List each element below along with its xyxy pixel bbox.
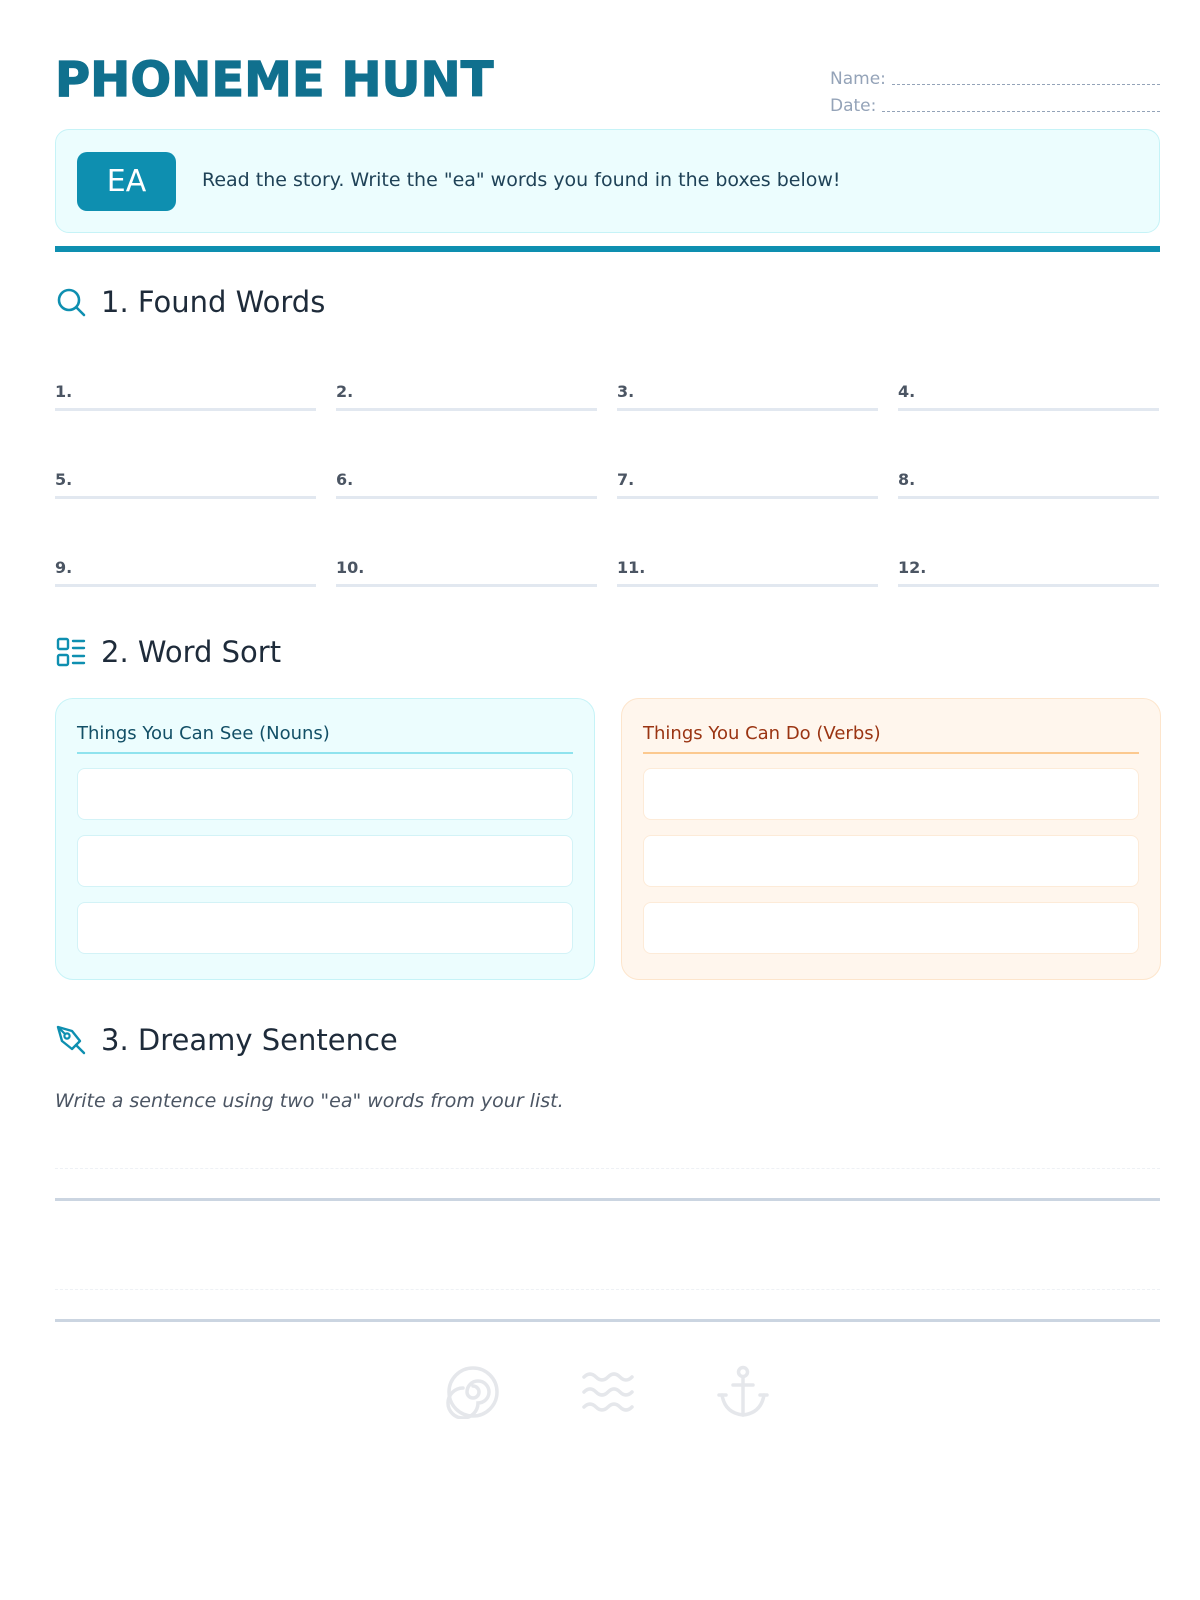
name-field[interactable] <box>892 67 1160 85</box>
waves-icon <box>581 1365 635 1419</box>
noun-answer-field[interactable] <box>77 835 573 887</box>
header-divider <box>55 246 1160 252</box>
word-slot[interactable] <box>55 458 316 499</box>
word-slot[interactable] <box>617 458 878 499</box>
slot-number: 8. <box>898 470 916 489</box>
verb-answer-field[interactable] <box>643 768 1139 820</box>
date-field[interactable] <box>882 94 1160 112</box>
sentence-heading <box>55 1023 398 1057</box>
found-words-title: 1. Found Words <box>101 285 326 319</box>
slot-number: 12. <box>898 558 927 577</box>
sentence-title: 3. Dreamy Sentence <box>101 1023 398 1057</box>
writing-guide-dotted <box>55 1168 1160 1169</box>
page-title: PHONEME HUNT <box>55 52 494 108</box>
noun-answer-field[interactable] <box>77 768 573 820</box>
slot-number: 3. <box>617 382 635 401</box>
verbs-title: Things You Can Do (Verbs) <box>643 723 1139 754</box>
search-icon <box>55 286 87 318</box>
word-slot[interactable] <box>336 458 597 499</box>
instruction-banner <box>55 129 1160 233</box>
slot-number: 9. <box>55 558 73 577</box>
word-slot[interactable] <box>336 370 597 411</box>
word-sort-title: 2. Word Sort <box>101 635 282 669</box>
date-row <box>830 89 1160 116</box>
sentence-prompt: Write a sentence using two "ea" words from your list. <box>55 1090 564 1112</box>
list-icon <box>55 636 87 668</box>
name-row <box>830 62 1160 89</box>
slot-number: 4. <box>898 382 916 401</box>
verb-answer-field[interactable] <box>643 902 1139 954</box>
word-slot[interactable] <box>617 546 878 587</box>
word-sort-heading <box>55 635 281 669</box>
writing-line[interactable] <box>55 1319 1160 1322</box>
name-label: Name: <box>830 69 886 89</box>
slot-number: 7. <box>617 470 635 489</box>
word-slot[interactable] <box>898 458 1159 499</box>
found-words-grid <box>55 370 1160 587</box>
slot-number: 5. <box>55 470 73 489</box>
anchor-icon <box>716 1365 770 1419</box>
found-words-heading <box>55 285 325 319</box>
instructions-text: Read the story. Write the "ea" words you found in the boxes below! <box>202 169 841 191</box>
nouns-box <box>55 698 595 980</box>
slot-number: 10. <box>336 558 365 577</box>
nouns-title: Things You Can See (Nouns) <box>77 723 573 754</box>
spiral-icon <box>446 1365 500 1419</box>
worksheet <box>55 0 1160 1600</box>
pen-icon <box>55 1024 87 1056</box>
slot-number: 1. <box>55 382 73 401</box>
noun-answer-field[interactable] <box>77 902 573 954</box>
slot-number: 6. <box>336 470 354 489</box>
slot-number: 2. <box>336 382 354 401</box>
verbs-box <box>621 698 1161 980</box>
word-slot[interactable] <box>336 546 597 587</box>
writing-guide-dotted <box>55 1289 1160 1290</box>
verb-answer-field[interactable] <box>643 835 1139 887</box>
date-label: Date: <box>830 96 877 116</box>
word-slot[interactable] <box>898 370 1159 411</box>
writing-line[interactable] <box>55 1198 1160 1201</box>
phoneme-badge: EA <box>77 152 176 211</box>
slot-number: 11. <box>617 558 646 577</box>
student-info <box>830 62 1160 116</box>
word-slot[interactable] <box>898 546 1159 587</box>
word-slot[interactable] <box>617 370 878 411</box>
word-slot[interactable] <box>55 370 316 411</box>
word-slot[interactable] <box>55 546 316 587</box>
